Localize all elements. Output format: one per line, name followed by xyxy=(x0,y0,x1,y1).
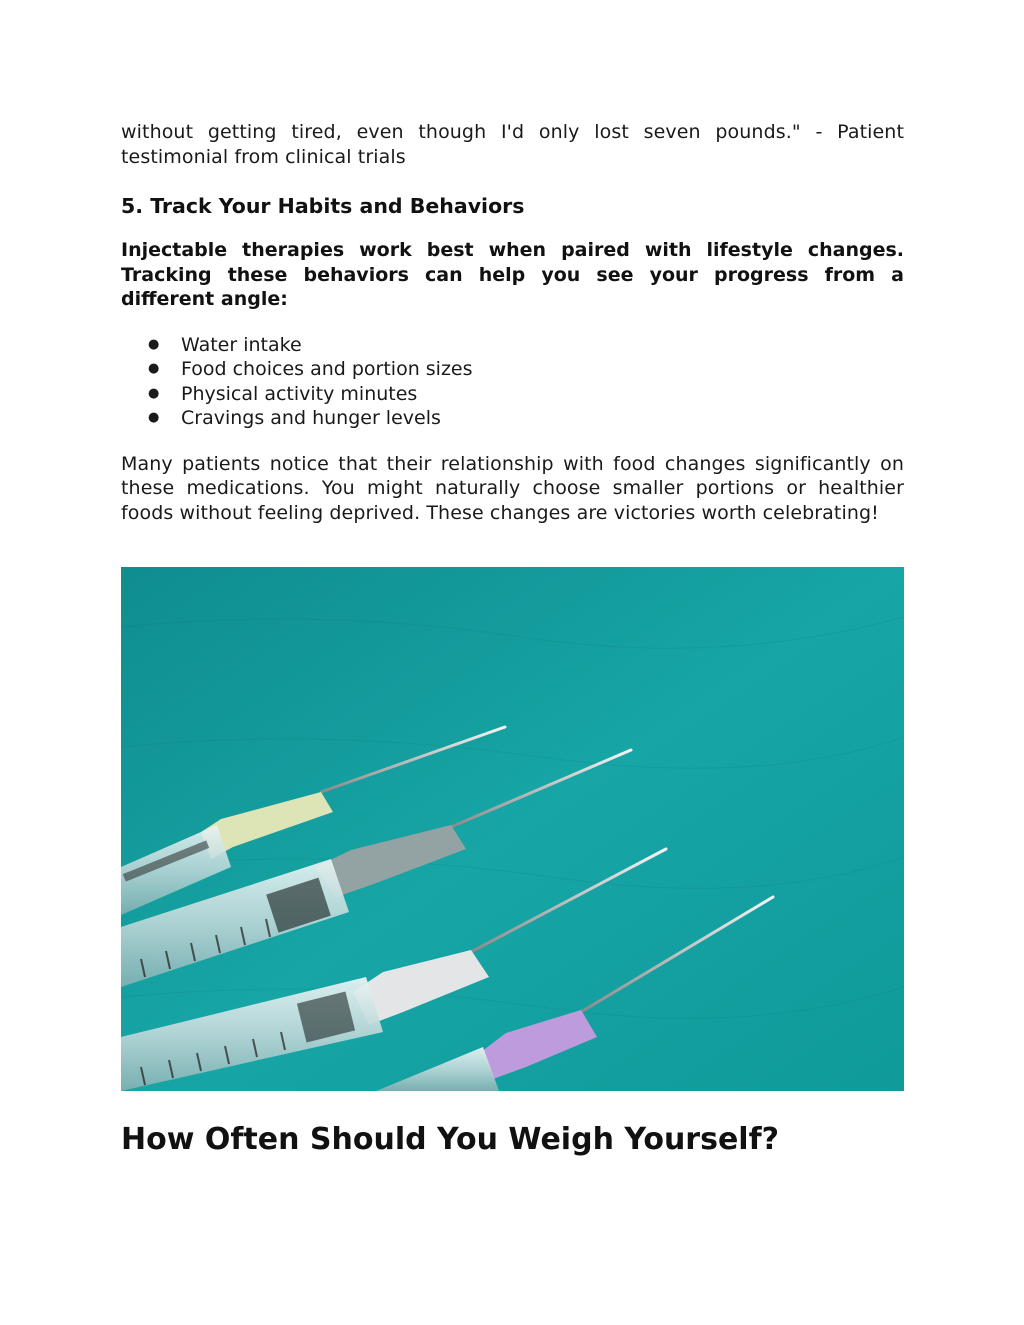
quote-line-2: testimonial from clinical trials xyxy=(121,145,406,168)
list-item xyxy=(121,382,904,407)
bullet-icon: ● xyxy=(148,410,160,425)
testimonial-quote xyxy=(121,120,904,145)
quote-line-1: without getting tired, even though I'd only lost seven pounds." - Patient xyxy=(121,121,904,143)
next-section-heading: How Often Should You Weigh Yourself? xyxy=(121,1122,780,1157)
bullet-icon: ● xyxy=(148,361,160,376)
list-item-text: Food choices and portion sizes xyxy=(181,358,473,380)
section-heading: 5. Track Your Habits and Behaviors xyxy=(121,194,525,218)
syringes-photo xyxy=(121,567,904,1091)
list-item xyxy=(121,406,904,431)
testimonial-source xyxy=(121,145,904,170)
section-lead: Injectable therapies work best when paired with lifestyle changes. Tracking these behaviors can help you see your progress from a different angle: xyxy=(121,239,904,310)
list-item xyxy=(121,333,904,358)
list-item-text: Water intake xyxy=(181,333,302,356)
syringes-illustration xyxy=(121,567,904,1091)
habits-list xyxy=(121,333,904,431)
list-item xyxy=(121,357,904,382)
document-page xyxy=(121,120,904,1157)
bullet-icon: ● xyxy=(148,385,160,401)
list-item-text: Physical activity minutes xyxy=(181,382,418,405)
list-item-text: Cravings and hunger levels xyxy=(181,407,441,429)
bullet-icon: ● xyxy=(148,336,160,352)
section-body: Many patients notice that their relationship with food changes significantly on these medications. You might naturally choose smaller portions or healthier foods without feeling deprived. These changes are victories worth celebrating! xyxy=(121,452,904,524)
